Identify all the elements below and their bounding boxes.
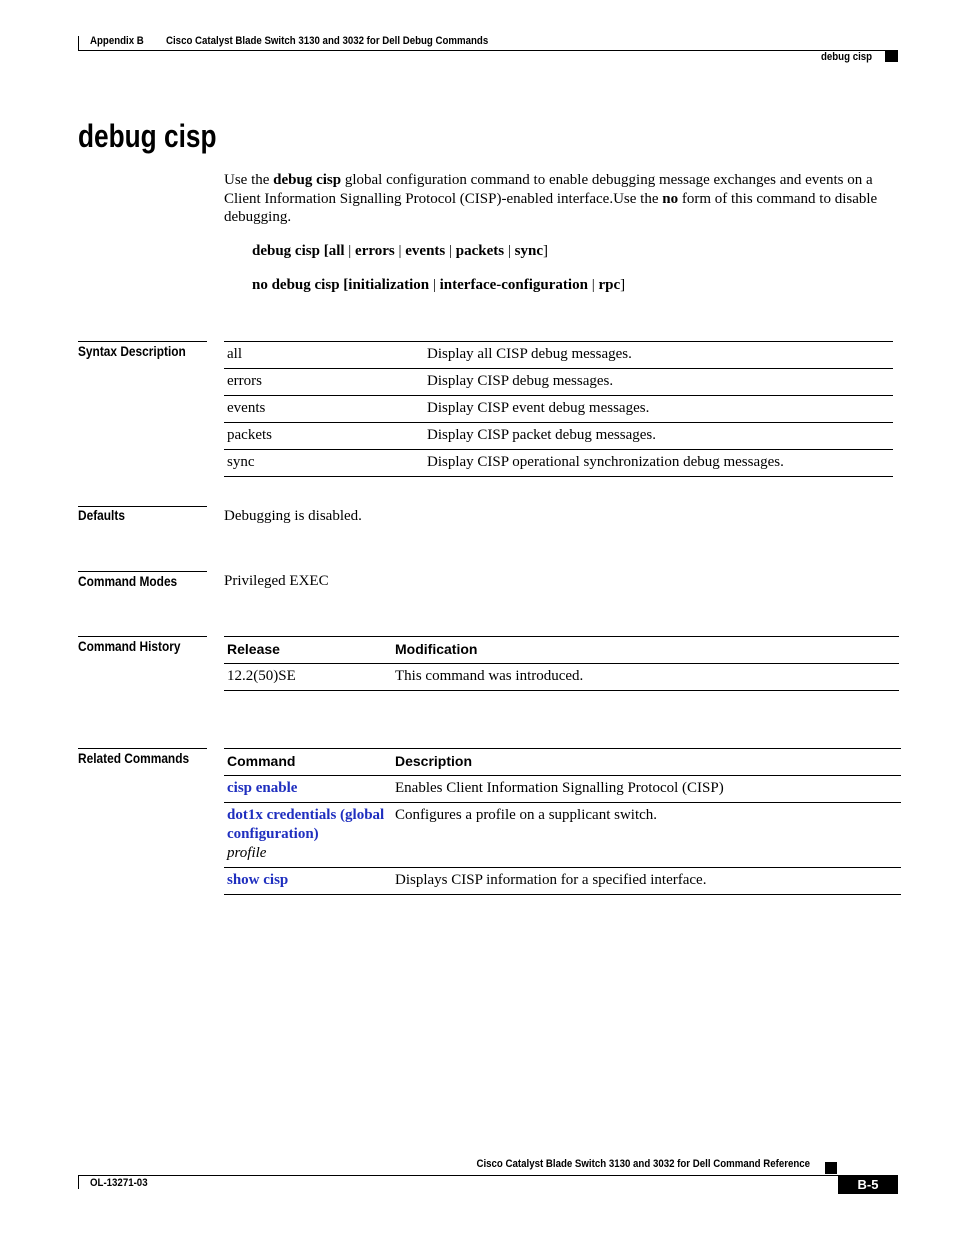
syntax1-errors: errors <box>355 243 395 259</box>
history-table <box>224 636 899 691</box>
syntax-desc: Display all CISP debug messages. <box>424 342 893 369</box>
syntax-desc: Display CISP debug messages. <box>424 369 893 396</box>
table-row <box>224 803 901 868</box>
syntax-keyword: events <box>224 396 424 423</box>
syntax-line-1 <box>252 242 548 261</box>
related-cell <box>224 868 392 895</box>
syntax2-close: ] <box>620 277 626 293</box>
footer-left-bar <box>78 1175 79 1189</box>
page-number-badge <box>838 1175 898 1194</box>
intro-command: debug cisp <box>273 172 342 188</box>
syntax-keyword: all <box>224 342 424 369</box>
syntax1-part: debug cisp [ <box>252 243 329 259</box>
related-col-description: Description <box>392 749 901 776</box>
related-link-show-cisp[interactable]: show cisp <box>227 872 289 888</box>
related-desc: Configures a profile on a supplicant switch. <box>392 803 901 868</box>
table-row <box>224 664 899 691</box>
table-row <box>224 776 901 803</box>
footer-doc-title: Cisco Catalyst Blade Switch 3130 and 3032 for Dell Command Reference <box>476 1158 810 1170</box>
syntax2-sep: | <box>429 277 440 293</box>
table-header-row <box>224 637 899 664</box>
syntax2-part: no debug cisp [ <box>252 277 349 293</box>
related-commands-label: Related Commands <box>78 750 190 766</box>
syntax-keyword: errors <box>224 369 424 396</box>
related-desc: Displays CISP information for a specified interface. <box>392 868 901 895</box>
intro-text-1: Use the <box>224 172 274 188</box>
header-chapter: Cisco Catalyst Blade Switch 3130 and 3032 for Dell Debug Commands <box>166 35 489 47</box>
history-col-modification: Modification <box>392 637 899 664</box>
table-header-row <box>224 749 901 776</box>
footer-block <box>825 1162 837 1174</box>
header-rule <box>78 50 898 51</box>
related-arg: profile <box>227 845 267 861</box>
syntax1-sep: | <box>344 243 356 259</box>
syntax1-sep: | <box>445 243 456 259</box>
header-section: debug cisp <box>820 51 872 63</box>
header-left-bar <box>78 36 79 50</box>
intro-paragraph <box>224 171 899 227</box>
history-release: 12.2(50)SE <box>224 664 392 691</box>
header-block <box>885 50 898 62</box>
header-appendix: Appendix B <box>90 35 144 47</box>
table-row <box>224 450 893 477</box>
syntax-table <box>224 341 893 477</box>
syntax1-sync: sync <box>514 243 543 259</box>
syntax1-events: events <box>405 243 446 259</box>
related-desc: Enables Client Information Signalling Protocol (CISP) <box>392 776 901 803</box>
intro-text-2: global configuration command to enable debugging message exchanges and events on a Client Information Signalling Protocol (CISP)-enabled interface.Use the <box>224 172 873 207</box>
syntax-desc: Display CISP packet debug messages. <box>424 423 893 450</box>
related-col-command: Command <box>224 749 392 776</box>
modes-text: Privileged EXEC <box>224 573 329 589</box>
history-rule <box>78 636 207 637</box>
syntax-desc-rule <box>78 341 207 342</box>
syntax-line-2 <box>252 276 625 295</box>
syntax-keyword: sync <box>224 450 424 477</box>
page-title: debug cisp <box>78 118 217 154</box>
related-link-cisp-enable[interactable]: cisp enable <box>227 780 298 796</box>
syntax2-sep: | <box>587 277 599 293</box>
related-link-dot1x-credentials[interactable]: dot1x credentials (global configuration) <box>227 807 385 842</box>
syntax-description-label: Syntax Description <box>78 343 186 359</box>
syntax1-sep: | <box>504 243 515 259</box>
syntax2-iface: interface-configuration <box>439 277 588 293</box>
syntax-keyword: packets <box>224 423 424 450</box>
syntax-desc: Display CISP operational synchronization debug messages. <box>424 450 893 477</box>
syntax1-all: all <box>328 243 345 259</box>
modes-rule <box>78 571 207 572</box>
command-modes-label: Command Modes <box>78 573 178 589</box>
page-number: B-5 <box>857 1177 879 1192</box>
table-row <box>224 342 893 369</box>
related-cell <box>224 803 392 868</box>
intro-no-keyword: no <box>662 190 679 207</box>
history-col-release: Release <box>224 637 392 664</box>
table-row <box>224 868 901 895</box>
footer-doc-id: OL-13271-03 <box>90 1177 148 1189</box>
defaults-label: Defaults <box>78 507 125 523</box>
syntax-desc: Display CISP event debug messages. <box>424 396 893 423</box>
syntax1-close: ] <box>542 243 548 259</box>
related-rule <box>78 748 207 749</box>
table-row <box>224 423 893 450</box>
syntax2-rpc: rpc <box>598 277 621 293</box>
intro-text-3: form of this command to disable debugging. <box>224 190 878 225</box>
history-modification: This command was introduced. <box>392 664 899 691</box>
table-row <box>224 396 893 423</box>
defaults-text: Debugging is disabled. <box>224 508 362 524</box>
syntax2-init: initialization <box>348 277 430 293</box>
syntax1-packets: packets <box>455 243 505 259</box>
table-row <box>224 369 893 396</box>
command-history-label: Command History <box>78 638 181 654</box>
related-cell <box>224 776 392 803</box>
syntax1-sep: | <box>394 243 406 259</box>
related-table <box>224 748 901 895</box>
footer-rule <box>78 1175 898 1176</box>
